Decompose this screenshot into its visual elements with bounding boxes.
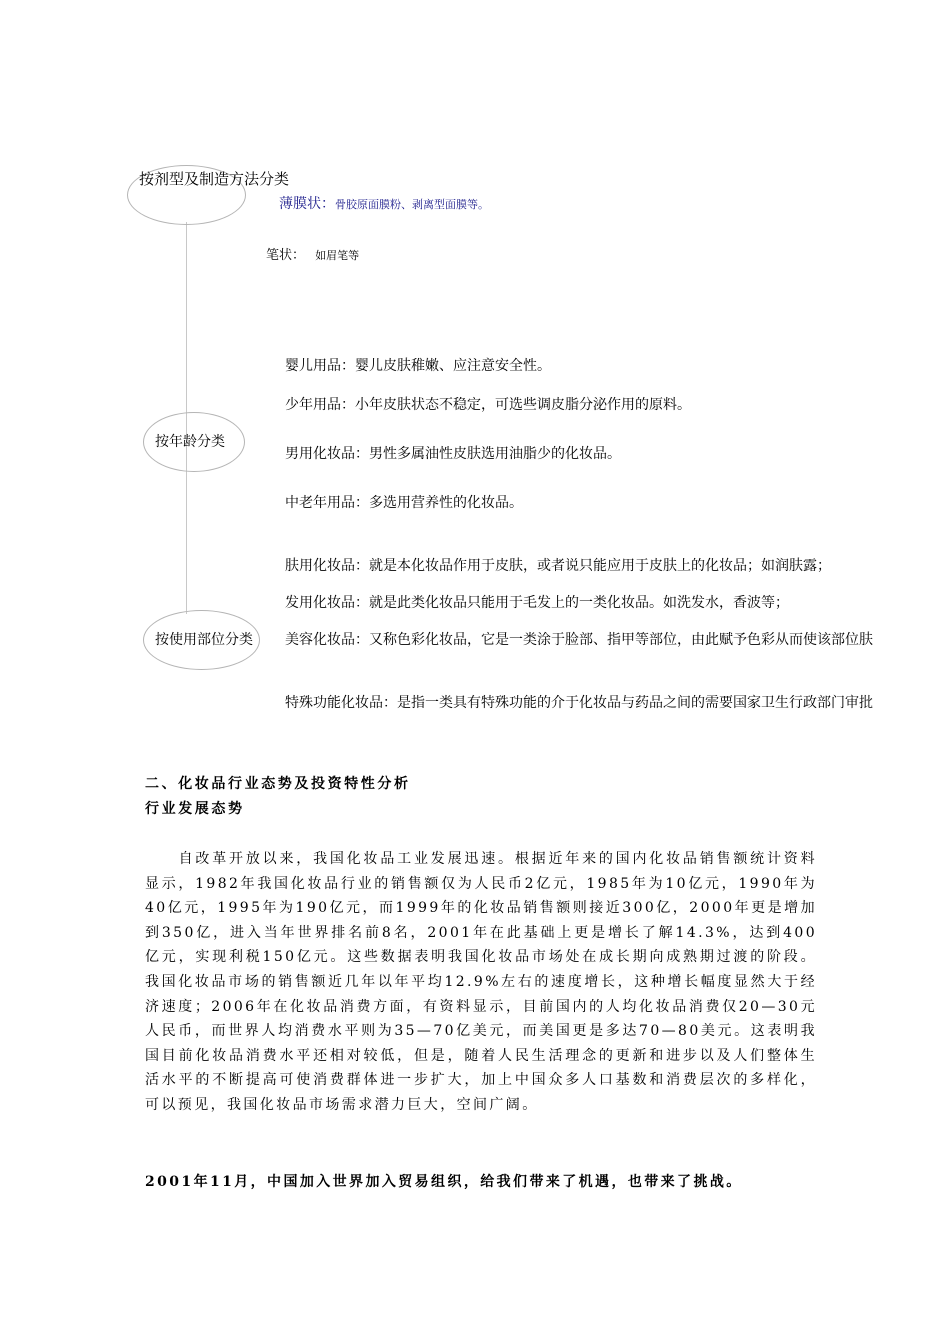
part-item-special: 特殊功能化妆品：是指一类具有特殊功能的介于化妆品与药品之间的需要国家卫生行政部门审批 — [285, 695, 873, 711]
body-paragraph: 自改革开放以来，我国化妆品工业发展迅速。根据近年来的国内化妆品销售额统计资料显示，1982年我国化妆品行业的销售额仅为人民币2亿元，1985年为10亿元，1990年为40亿元，1995年为190亿元，而1999年的化妆品销售额则接近300亿，2000年更是增加到350亿，进入当年世界排名前8名，2001年在此基础上更是增长了解14.3%，达到400亿元，实现利税150亿元。这些数据表明我国化妆品市场处在成长期向成熟期过渡的阶段。我国化妆品市场的销售额近几年以年平均12.9%左右的速度增长，这种增长幅度显然大于经济速度；2006年在化妆品消费方面，有资料显示，目前国内的人均化妆品消费仅20—30元人民币，而世界人均消费水平则为35—70亿美元，而美国更是多达70—80美元。这表明我国目前化妆品消费水平还相对较低，但是，随着人民生活理念的更新和进步以及人们整体生活水平的不断提高可使消费群体进一步扩大，加上中国众多人口基数和消费层次的多样化，可以预见，我国化妆品市场需求潜力巨大，空间广阔。 — [145, 851, 817, 1113]
dosage-item-detail: 骨胶原面膜粉、剥离型面膜等。 — [335, 198, 489, 211]
part-node-label: 按使用部位分类 — [155, 632, 253, 648]
section-heading: 二、化妆品行业态势及投资特性分析 — [145, 776, 411, 792]
age-item-elderly: 中老年用品：多选用营养性的化妆品。 — [285, 495, 523, 511]
dosage-item-pen — [266, 244, 359, 263]
part-item-skin: 肤用化妆品：就是本化妆品作用于皮肤，或者说只能应用于皮肤上的化妆品；如润肤露； — [285, 558, 831, 574]
dosage-item-detail: 如眉笔等 — [315, 249, 360, 262]
obscured-text-fragment — [279, 209, 429, 215]
section-subheading: 行业发展态势 — [145, 801, 245, 817]
age-item-infant: 婴儿用品：婴儿皮肤稚嫩、应注意安全性。 — [285, 358, 551, 374]
dosage-item-label: 笔状： — [266, 248, 306, 263]
age-node-label: 按年龄分类 — [155, 434, 225, 450]
bold-paragraph: 2001年11月，中国加入世界加入贸易组织，给我们带来了机遇，也带来了挑战。 — [145, 1174, 743, 1190]
part-item-hair: 发用化妆品：就是此类化妆品只能用于毛发上的一类化妆品。如洗发水，香波等； — [285, 595, 789, 611]
part-item-makeup: 美容化妆品：又称色彩化妆品，它是一类涂于脸部、指甲等部位，由此赋予色彩从而使该部位肤 — [285, 632, 873, 648]
age-item-teen: 少年用品：小年皮肤状态不稳定，可选些调皮脂分泌作用的原料。 — [285, 397, 691, 413]
dosage-item-label: 薄膜状： — [279, 196, 335, 212]
dosage-node-label: 按剂型及制造方法分类 — [139, 170, 290, 188]
age-item-male: 男用化妆品：男性多属油性皮肤选用油脂少的化妆品。 — [285, 446, 621, 462]
